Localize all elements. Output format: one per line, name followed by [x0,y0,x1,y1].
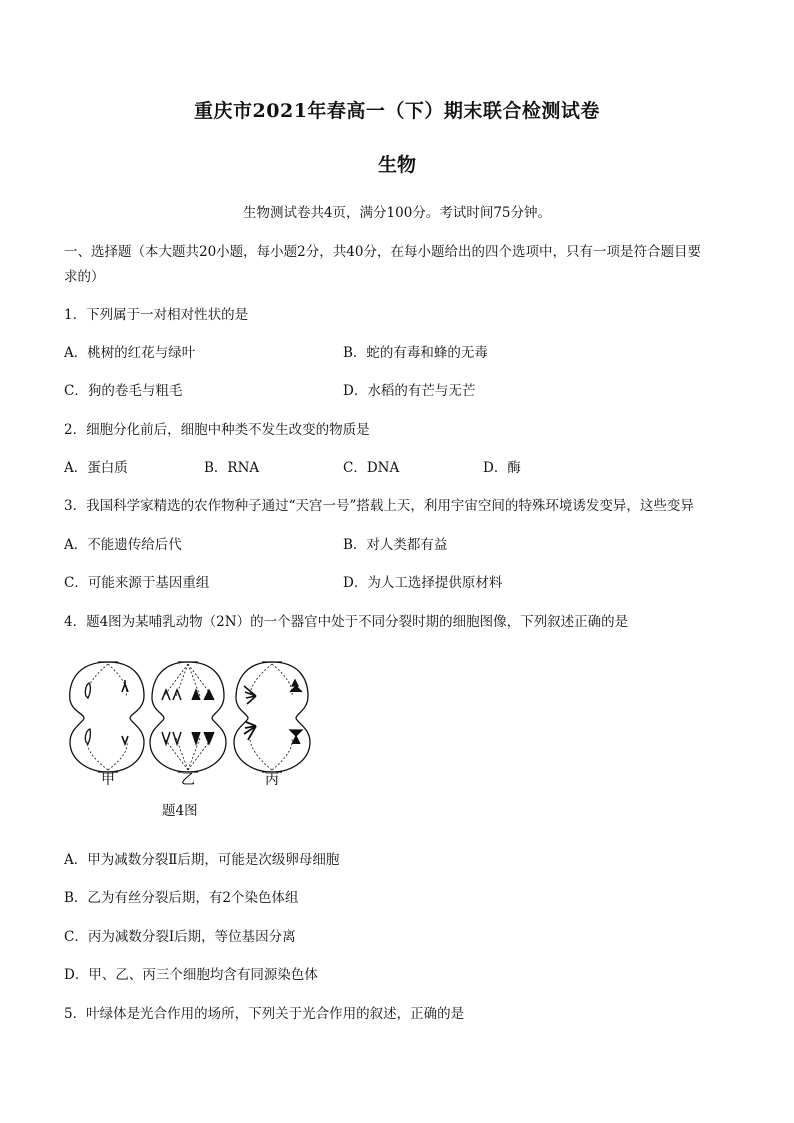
question-4-option-a: A．甲为减数分裂Ⅱ后期，可能是次级卵母细胞 [64,852,340,868]
question-1-option-a: A．桃树的红花与绿叶 [64,345,196,361]
section-instruction-line2: 求的） [64,269,105,285]
question-2-stem: 2．细胞分化前后，细胞中种类不发生改变的物质是 [64,422,370,438]
question-2-option-d: D．酶 [483,460,521,476]
question-2-option-c: C．DNA [343,460,400,476]
question-3-option-d: D．为人工选择提供原材料 [343,575,503,591]
cell-label-bing: 丙 [265,772,279,788]
question-1-option-d: D．水稻的有芒与无芒 [343,383,476,399]
exam-info: 生物测试卷共4页，满分100分。考试时间75分钟。 [242,205,552,221]
question-1-stem: 1．下列属于一对相对性状的是 [64,307,249,323]
question-2-option-b: B．RNA [204,460,260,476]
question-3-option-a: A．不能遗传给后代 [64,537,182,553]
question-4-option-b: B．乙为有丝分裂后期，有2个染色体组 [64,890,299,906]
question-1-option-c: C．狗的卷毛与粗毛 [64,383,183,399]
question-5-stem: 5．叶绿体是光合作用的场所，下列关于光合作用的叙述，正确的是 [64,1006,465,1022]
cell-jia [70,662,144,772]
cell-label-jia: 甲 [101,772,115,788]
question-1-option-b: B．蛇的有毒和蜂的无毒 [343,345,488,361]
cell-yi [150,662,226,772]
question-3-stem: 3．我国科学家精选的农作物种子通过“天宫一号”搭载上天，利用宇宙空间的特殊环境诱发变异，这些变异 [64,498,694,514]
cell-label-yi: 乙 [181,772,195,788]
question-4-option-c: C．丙为减数分裂I后期，等位基因分离 [64,929,296,945]
question-3-option-b: B．对人类都有益 [343,537,448,553]
figure-caption: 题4图 [162,803,198,819]
cell-bing [234,662,310,772]
exam-title: 重庆市2021年春高一（下）期末联合检测试卷 [194,100,600,122]
section-instruction-line1: 一、选择题（本大题共20小题，每小题2分，共40分，在每小题给出的四个选项中，只有一项是符合题目要 [64,244,701,260]
question-4-option-d: D．甲、乙、丙三个细胞均含有同源染色体 [64,967,318,983]
question-2-option-a: A．蛋白质 [64,460,128,476]
question-3-option-c: C．可能来源于基因重组 [64,575,210,591]
question-4-stem: 4．题4图为某哺乳动物（2N）的一个器官中处于不同分裂时期的细胞图像，下列叙述正确的是 [64,614,629,630]
subject-heading: 生物 [377,154,416,176]
